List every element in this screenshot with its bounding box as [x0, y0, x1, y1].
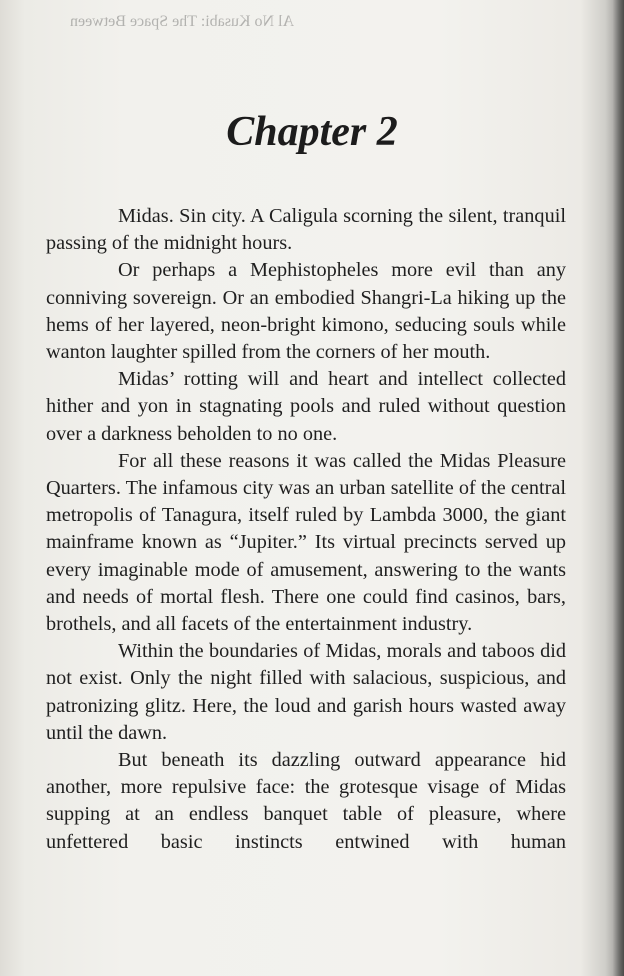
paragraph-6: But beneath its dazzling outward appearance hid another, more repulsive face: the grotesque visage of Midas supping at an endless banquet table of pleasure, where unfettered basic instincts entwined with human — [46, 749, 566, 853]
paragraph-1: Midas. Sin city. A Caligula scorning the silent, tranquil passing of the midnight hours. — [46, 205, 566, 255]
paragraph-2: Or perhaps a Mephistopheles more evil than any conniving sovereign. Or an embodied Shangri-La hiking up the hems of her layered, neon-bright kimono, seducing souls while wanton laughter spilled from the corners of her mouth. — [46, 259, 566, 364]
paragraph-4: For all these reasons it was called the Midas Pleasure Quarters. The infamous city was an urban satellite of the central metropolis of Tanagura, itself ruled by Lambda 3000, the giant mainframe known as “Jupiter.” Its virtual precincts served up every imaginable mode of amusement, answering to the wants and needs of mortal flesh. There one could find casinos, bars, brothels, and all facets of the entertainment industry. — [46, 449, 566, 636]
chapter-body — [46, 203, 566, 856]
running-header-bleed-through: Al No Kusabi: The Space Between — [70, 13, 295, 30]
paragraph-3: Midas’ rotting will and heart and intellect collected hither and yon in stagnating pools and ruled without question over a darkness beholden to no one. — [46, 368, 566, 445]
paragraph-5: Within the boundaries of Midas, morals and taboos did not exist. Only the night filled with salacious, suspicious, and patronizing glitz. Here, the loud and garish hours wasted away until the dawn. — [46, 640, 566, 744]
chapter-title: Chapter 2 — [226, 109, 398, 155]
